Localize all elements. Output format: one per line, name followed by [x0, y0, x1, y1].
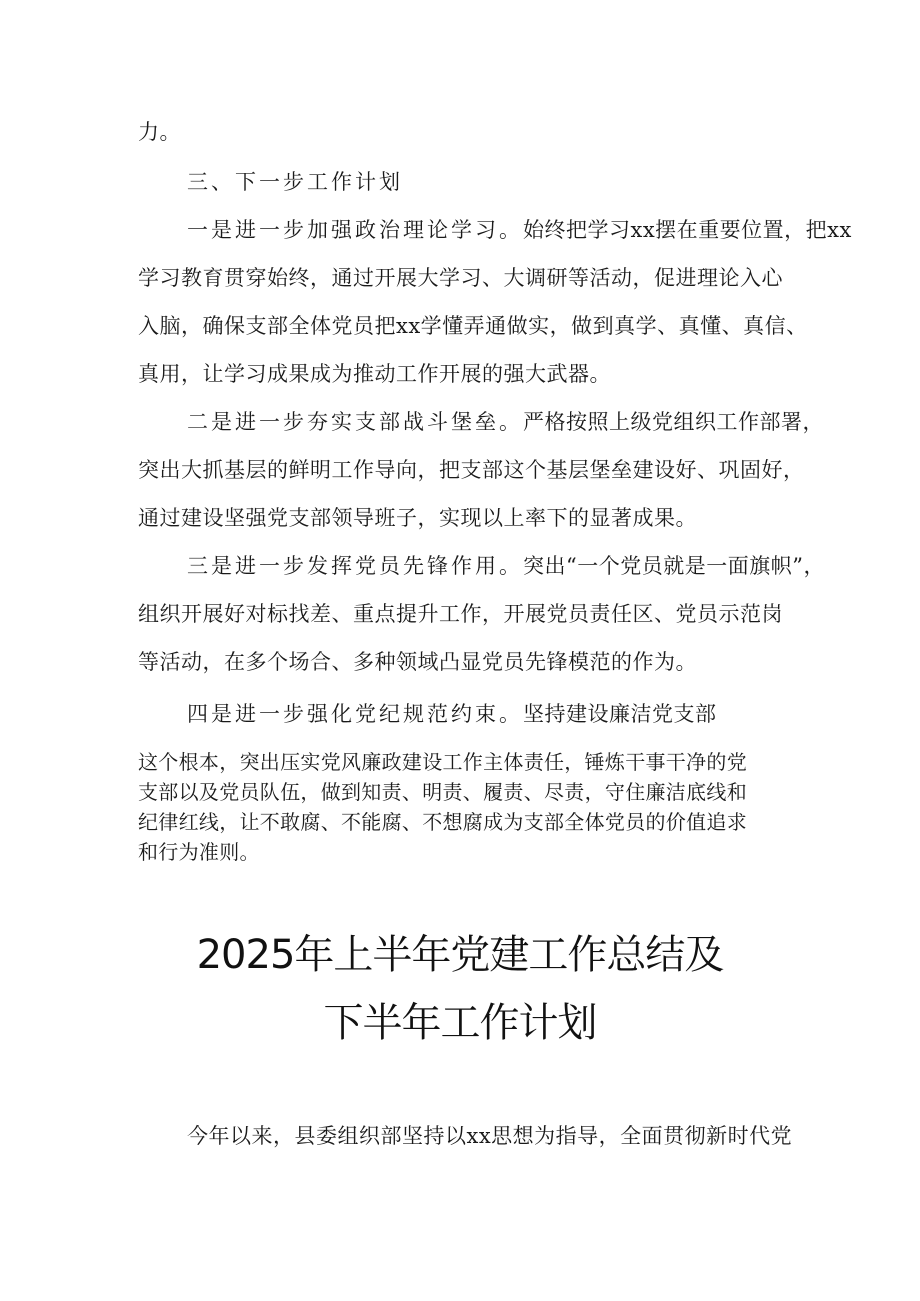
plan-item-4-line: 纪律红线，让不敢腐、不能腐、不想腐成为支部全体党员的价值追求	[138, 810, 747, 834]
plan-item-1-first-line	[187, 215, 852, 245]
plan-item-1-line: 学习教育贯穿始终，通过开展大学习、大调研等活动，促进理论入心	[138, 266, 783, 290]
plan-item-4-line: 这个根本，突出压实党风廉政建设工作主体责任，锤炼干事干净的党	[138, 750, 747, 774]
document-title-line-1: 2025年上半年党建工作总结及	[196, 932, 724, 978]
plan-item-1-line: 入脑，确保支部全体党员把xx学懂弄通做实，做到真学、真懂、真信、	[138, 314, 808, 338]
plan-item-2-lead: 二是进一步夯实支部战斗堡垒。	[187, 410, 523, 434]
plan-item-4-text: 坚持建设廉洁党支部	[523, 702, 717, 726]
section-heading: 三、下一步工作计划	[187, 170, 403, 194]
plan-item-2-first-line	[187, 407, 824, 437]
plan-item-1-line: 真用，让学习成果成为推动工作开展的强大武器。	[138, 362, 611, 386]
plan-item-4-first-line	[187, 699, 717, 729]
plan-item-4-line: 支部以及党员队伍，做到知责、明责、履责、尽责，守住廉洁底线和	[138, 780, 747, 804]
plan-item-1-text: 始终把学习xx摆在重要位置，把xx	[523, 218, 852, 242]
plan-item-2-line: 通过建设坚强党支部领导班子，实现以上率下的显著成果。	[138, 506, 697, 530]
continuation-text: 力。	[138, 120, 181, 144]
plan-item-3-line: 等活动，在多个场合、多种领域凸显党员先锋模范的作为。	[138, 650, 697, 674]
intro-paragraph: 今年以来，县委组织部坚持以xx思想为指导，全面贯彻新时代党	[187, 1124, 793, 1148]
plan-item-3-first-line	[187, 551, 825, 581]
plan-item-4-lead: 四是进一步强化党纪规范约束。	[187, 702, 523, 726]
plan-item-2-text: 严格按照上级党组织工作部署，	[523, 410, 824, 434]
plan-item-2-line: 突出大抓基层的鲜明工作导向，把支部这个基层堡垒建设好、巩固好，	[138, 458, 805, 482]
plan-item-4-line: 和行为准则。	[138, 840, 260, 864]
plan-item-3-lead: 三是进一步发挥党员先锋作用。	[187, 554, 523, 578]
plan-item-3-line: 组织开展好对标找差、重点提升工作，开展党员责任区、党员示范岗	[138, 602, 783, 626]
plan-item-1-lead: 一是进一步加强政治理论学习。	[187, 218, 523, 242]
document-title-line-2: 下半年工作计划	[323, 1000, 597, 1046]
plan-item-3-text: 突出“一个党员就是一面旗帜”，	[523, 554, 825, 578]
